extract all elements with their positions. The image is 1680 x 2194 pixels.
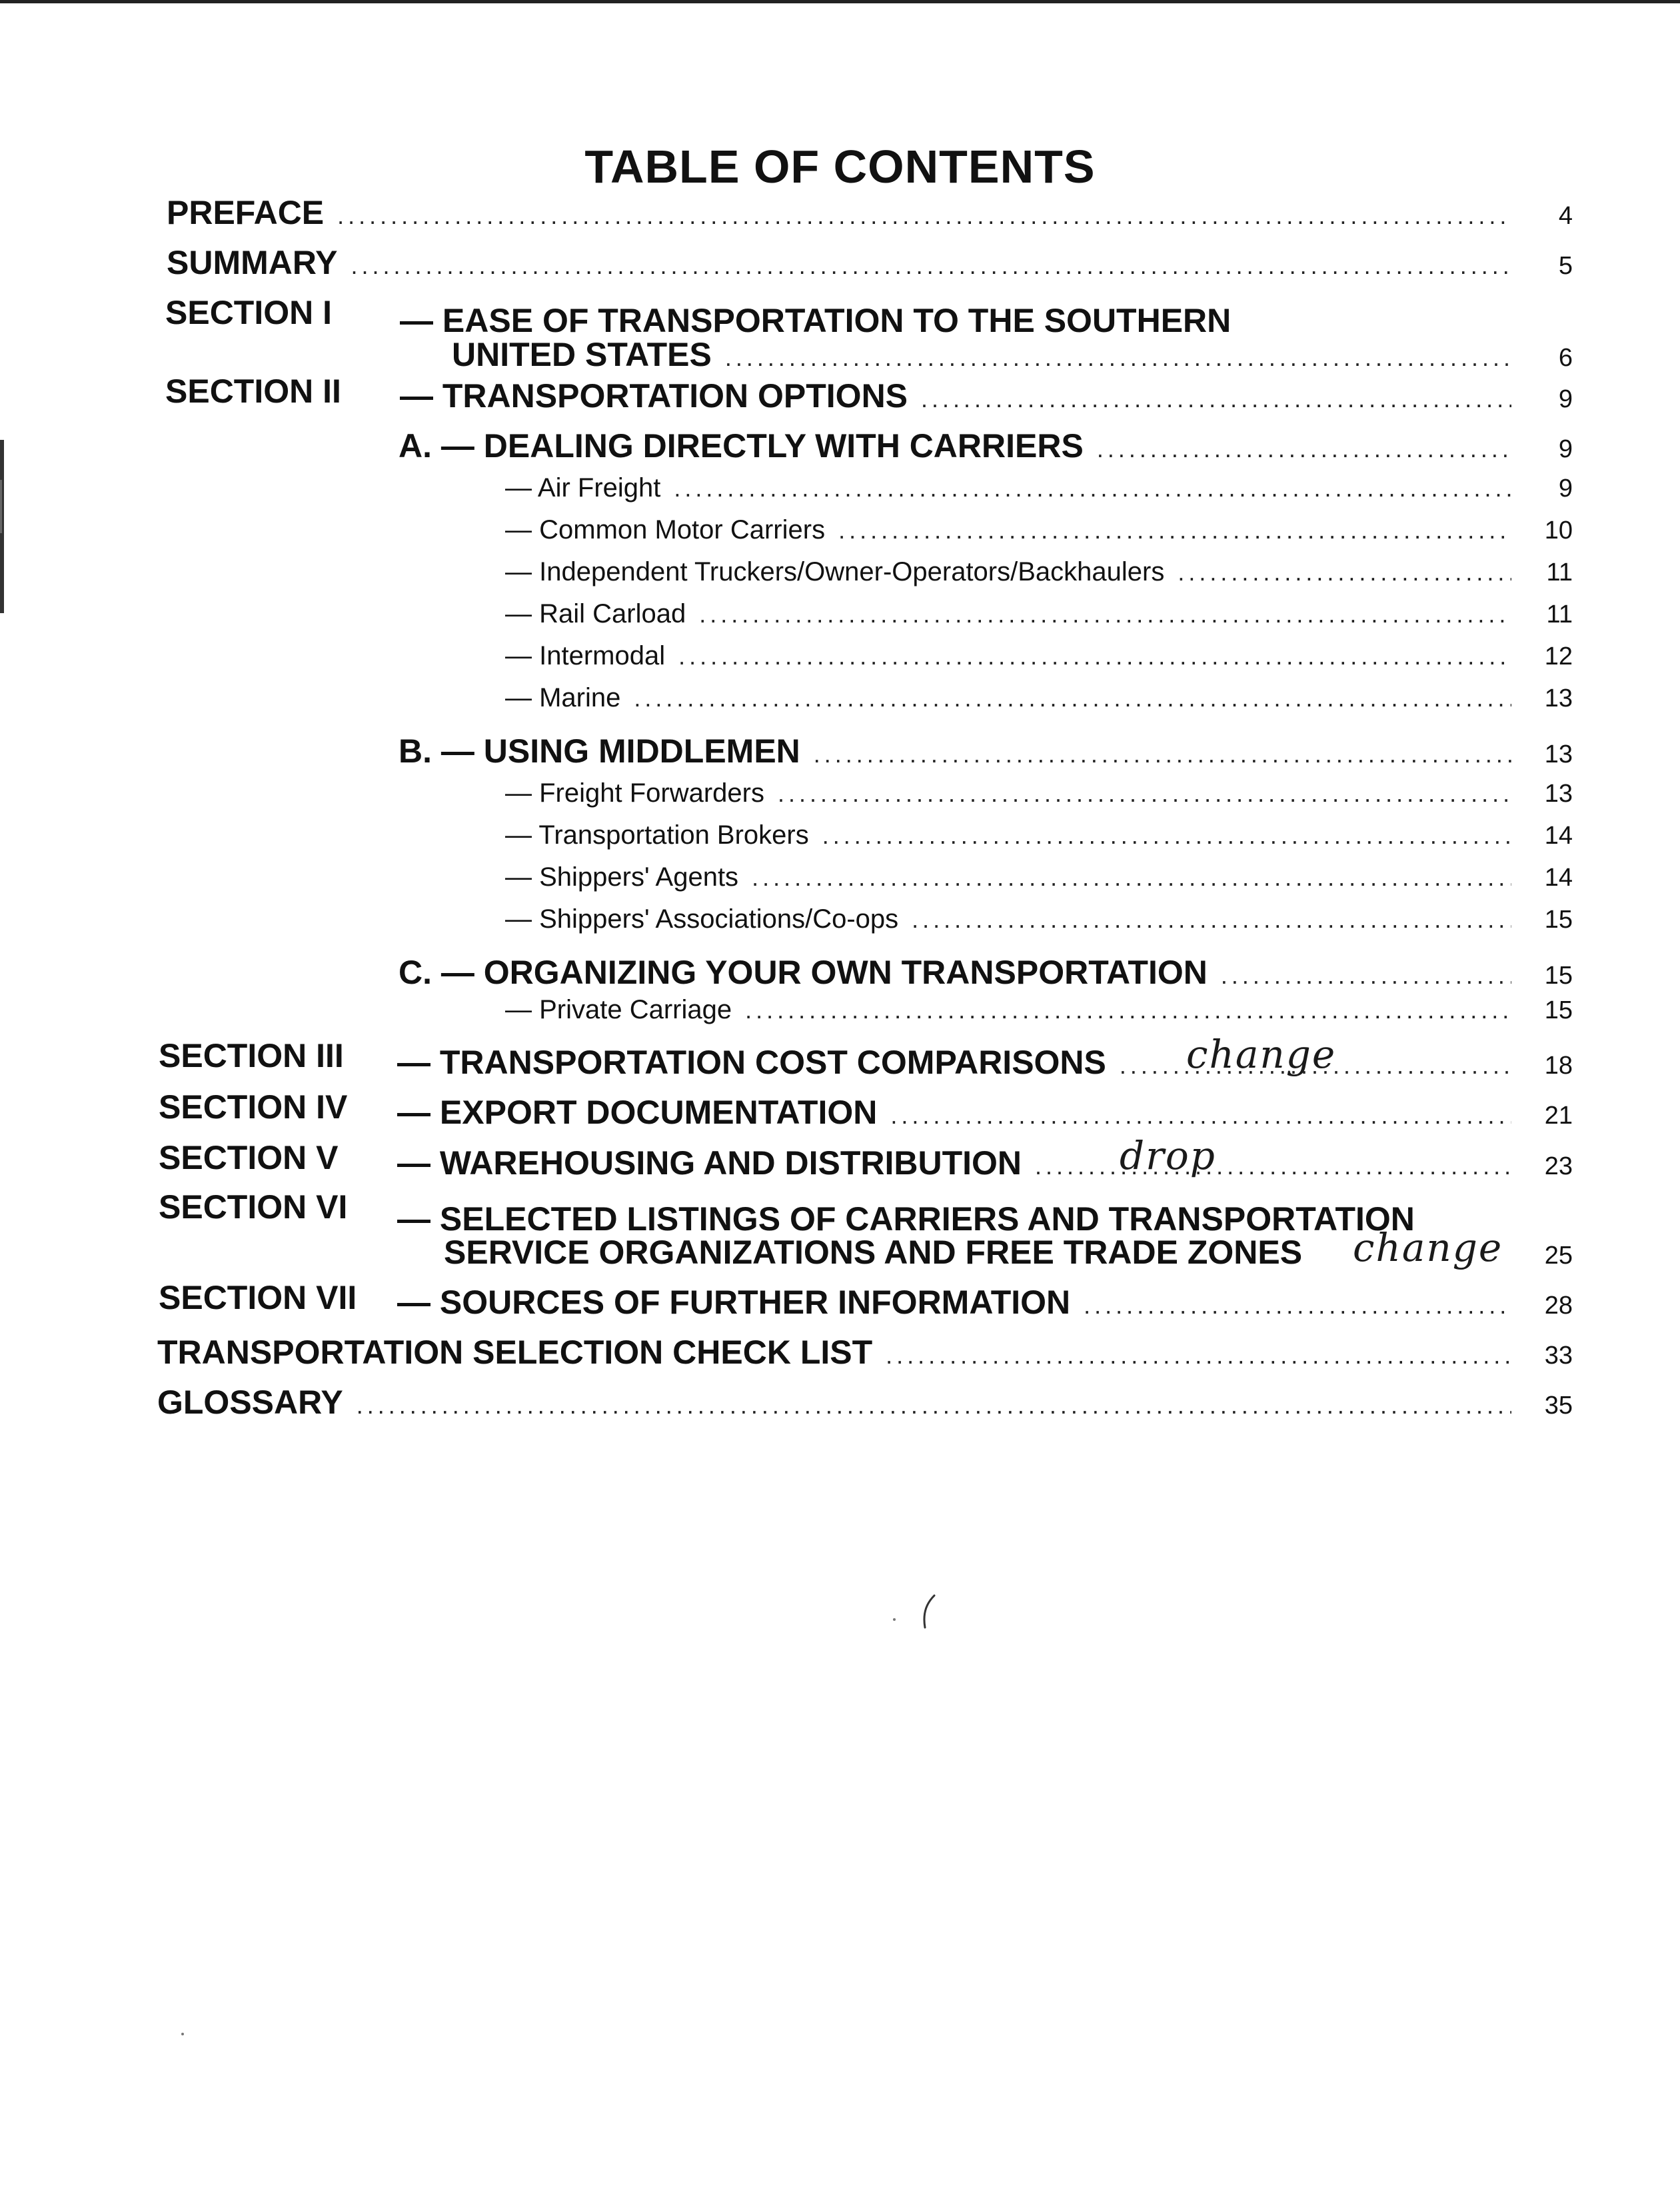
toc-label: — Shippers' Associations/Co-ops	[505, 904, 899, 934]
toc-page: 13	[1544, 780, 1573, 808]
leader-dots	[674, 475, 1511, 503]
toc-page: 21	[1544, 1102, 1573, 1130]
leader-dots	[778, 780, 1511, 808]
scan-edge-left-inner	[0, 480, 2, 533]
toc-page: 11	[1546, 558, 1573, 586]
toc-label: — Shippers' Agents	[505, 862, 739, 892]
toc-entry-independent-truckers	[505, 557, 1573, 587]
toc-page: 28	[1544, 1292, 1573, 1320]
leader-dots	[822, 822, 1511, 850]
toc-page: 33	[1544, 1342, 1573, 1370]
section-label-vi: SECTION VI	[159, 1188, 348, 1226]
leader-dots	[351, 252, 1511, 280]
toc-entry-s2c	[399, 953, 1573, 992]
toc-entry-glossary	[157, 1383, 1573, 1422]
toc-entry-s2a	[399, 427, 1573, 465]
leader-dots	[1035, 1152, 1511, 1180]
handwritten-note-s5	[1120, 1133, 1216, 1178]
leader-dots	[1221, 962, 1511, 990]
toc-page: 25	[1544, 1242, 1573, 1270]
toc-label: — WAREHOUSING AND DISTRIBUTION	[397, 1144, 1022, 1182]
toc-page: 23	[1544, 1152, 1573, 1180]
leader-dots	[838, 517, 1511, 545]
toc-label: SUMMARY	[167, 244, 338, 281]
toc-entry-shippers-agents	[505, 862, 1573, 892]
toc-page: 18	[1544, 1052, 1573, 1080]
toc-label: SERVICE ORGANIZATIONS AND FREE TRADE ZONES	[444, 1234, 1303, 1271]
toc-label: — SOURCES OF FURTHER INFORMATION	[397, 1284, 1071, 1321]
scan-speck	[181, 2033, 184, 2035]
toc-label: — TRANSPORTATION COST COMPARISONS	[397, 1044, 1106, 1081]
leader-dots	[745, 996, 1511, 1024]
toc-entry-air-freight	[505, 473, 1573, 503]
toc-label: — Independent Truckers/Owner-Operators/Backhaulers	[505, 557, 1165, 586]
toc-label: — Rail Carload	[505, 599, 686, 628]
toc-entry-rail-carload	[505, 599, 1573, 629]
toc-page: 14	[1544, 822, 1573, 850]
toc-entry-shippers-associations	[505, 904, 1573, 934]
section-label-ii: SECTION II	[165, 373, 341, 410]
toc-entry-checklist	[157, 1333, 1573, 1372]
toc-page: 35	[1544, 1392, 1573, 1420]
toc-page: 6	[1558, 344, 1573, 372]
toc-label: — Freight Forwarders	[505, 778, 764, 808]
toc-entry-marine	[505, 683, 1573, 713]
toc-label: — Intermodal	[505, 641, 666, 670]
toc-label: — Marine	[505, 683, 621, 712]
toc-label: TRANSPORTATION SELECTION CHECK LIST	[157, 1334, 873, 1371]
leader-dots	[725, 344, 1511, 372]
page-title: TABLE OF CONTENTS	[584, 141, 1096, 193]
toc-entry-s2b	[399, 732, 1573, 770]
leader-dots	[678, 642, 1511, 670]
toc-page: 4	[1558, 202, 1573, 230]
handwriting-text: change	[1186, 1032, 1337, 1077]
toc-entry-private-carriage	[505, 995, 1573, 1025]
toc-label: — Private Carriage	[505, 995, 732, 1024]
toc-label: GLOSSARY	[157, 1384, 343, 1421]
leader-dots	[634, 684, 1511, 712]
toc-entry-motor-carriers	[505, 515, 1573, 545]
toc-page: 13	[1544, 684, 1573, 712]
toc-entry-preface	[167, 193, 1573, 232]
toc-entry-s7	[397, 1283, 1573, 1322]
toc-page: 9	[1558, 475, 1573, 503]
toc-entry-s6-line1: — SELECTED LISTINGS OF CARRIERS AND TRANSPORTATION	[397, 1200, 1415, 1238]
toc-page: 10	[1544, 517, 1573, 545]
toc-entry-s1	[452, 335, 1573, 374]
section-label-iv: SECTION IV	[159, 1088, 348, 1126]
toc-entry-s4	[397, 1093, 1573, 1132]
toc-page: 13	[1544, 740, 1573, 768]
scan-speck	[893, 1618, 896, 1621]
toc-entry-summary	[167, 243, 1573, 282]
handwriting-text: drop	[1120, 1133, 1216, 1178]
toc-entry-s5	[397, 1144, 1573, 1182]
toc-label: — Air Freight	[505, 473, 661, 503]
toc-page: 15	[1544, 996, 1573, 1024]
section-label-iii: SECTION III	[159, 1037, 344, 1074]
toc-label: B. — USING MIDDLEMEN	[399, 732, 800, 770]
handwritten-note-s3	[1186, 1032, 1336, 1077]
leader-dots	[1084, 1292, 1511, 1320]
toc-label: — TRANSPORTATION OPTIONS	[400, 377, 908, 415]
leader-dots	[752, 864, 1511, 892]
handwritten-note-s6	[1353, 1225, 1503, 1270]
leader-dots	[1097, 435, 1511, 463]
leader-dots	[912, 906, 1511, 934]
toc-label: UNITED STATES	[452, 336, 712, 373]
toc-entry-s1-line1: — EASE OF TRANSPORTATION TO THE SOUTHERN	[400, 302, 1232, 339]
leader-dots	[357, 1392, 1511, 1420]
toc-entry-transportation-brokers	[505, 820, 1573, 850]
toc-entry-s2	[400, 377, 1573, 415]
toc-label: — EXPORT DOCUMENTATION	[397, 1094, 878, 1131]
toc-page: 15	[1544, 906, 1573, 934]
section-label-vii: SECTION VII	[159, 1279, 357, 1316]
handwriting-text: change	[1353, 1225, 1503, 1270]
section-label-i: SECTION I	[165, 294, 333, 331]
toc-page: 9	[1558, 435, 1573, 463]
toc-page: 11	[1546, 600, 1573, 628]
toc-page: 5	[1558, 252, 1573, 280]
toc-entry-intermodal	[505, 641, 1573, 671]
toc-label: PREFACE	[167, 194, 325, 231]
leader-dots	[337, 202, 1511, 230]
toc-label: — Common Motor Carriers	[505, 515, 826, 545]
toc-page: 14	[1544, 864, 1573, 892]
leader-dots	[699, 600, 1511, 628]
leader-dots	[1178, 558, 1511, 586]
leader-dots	[890, 1102, 1511, 1130]
toc-label: — Transportation Brokers	[505, 820, 809, 850]
toc-entry-freight-forwarders	[505, 778, 1573, 808]
toc-label: C. — ORGANIZING YOUR OWN TRANSPORTATION	[399, 954, 1208, 991]
section-label-v: SECTION V	[159, 1139, 339, 1176]
pen-mark	[918, 1593, 938, 1633]
toc-page: 9	[1558, 385, 1573, 413]
toc-page: 12	[1544, 642, 1573, 670]
toc-label: A. — DEALING DIRECTLY WITH CARRIERS	[399, 427, 1084, 465]
leader-dots	[814, 740, 1511, 768]
toc-page: 15	[1544, 962, 1573, 990]
toc-entry-s3	[397, 1043, 1573, 1082]
leader-dots	[886, 1342, 1511, 1370]
leader-dots	[921, 385, 1511, 413]
scan-edge-top	[0, 0, 1680, 3]
